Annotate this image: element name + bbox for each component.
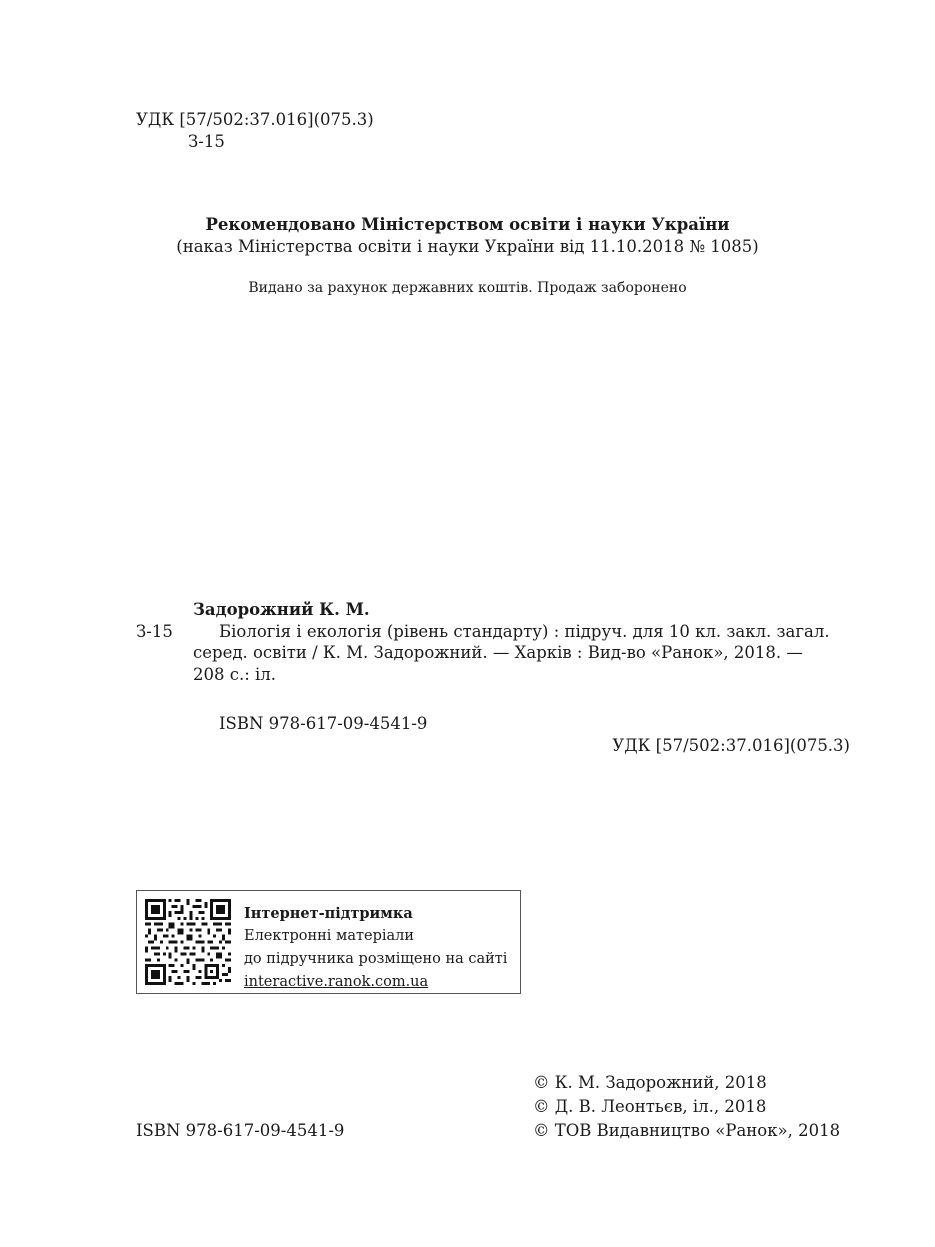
copyright-author: © К. М. Задорожний, 2018 bbox=[533, 1073, 767, 1092]
internet-support-box bbox=[136, 890, 521, 994]
internet-support-title: Інтернет-підтримка bbox=[244, 905, 413, 922]
recommendation-order: (наказ Міністерства освіти і науки України від 11.10.2018 № 1085) bbox=[176, 237, 759, 256]
qr-code-icon[interactable] bbox=[145, 899, 231, 985]
recommendation-title: Рекомендовано Міністерством освіти і науки України bbox=[205, 215, 730, 234]
website-link[interactable]: interactive.ranok.com.ua bbox=[244, 974, 429, 990]
footer-isbn: ISBN 978-617-09-4541-9 bbox=[136, 1121, 345, 1140]
copyright-illustrator: © Д. В. Леонтьєв, іл., 2018 bbox=[533, 1097, 767, 1116]
sale-notice: Видано за рахунок державних коштів. Продаж заборонено bbox=[248, 280, 687, 296]
bib-line-3: 208 с.: іл. bbox=[193, 665, 277, 684]
internet-support-line-2: до підручника розміщено на сайті bbox=[244, 951, 508, 967]
udk-header: УДК [57/502:37.016](075.3) bbox=[136, 110, 374, 129]
copyright-publisher: © ТОВ Видавництво «Ранок», 2018 bbox=[533, 1121, 841, 1140]
internet-support-line-1: Електронні матеріали bbox=[244, 928, 415, 944]
bib-udk: УДК [57/502:37.016](075.3) bbox=[612, 736, 850, 755]
author-name: Задорожний К. М. bbox=[193, 600, 370, 619]
bib-isbn: ISBN 978-617-09-4541-9 bbox=[219, 714, 428, 733]
bib-line-2: серед. освіти / К. М. Задорожний. — Харків : Вид-во «Ранок», 2018. — bbox=[193, 643, 803, 662]
book-code: З-15 bbox=[136, 622, 173, 641]
book-code-header: З-15 bbox=[188, 132, 225, 151]
bib-line-1: Біологія і екологія (рівень стандарту) : підруч. для 10 кл. закл. загал. bbox=[219, 622, 830, 641]
